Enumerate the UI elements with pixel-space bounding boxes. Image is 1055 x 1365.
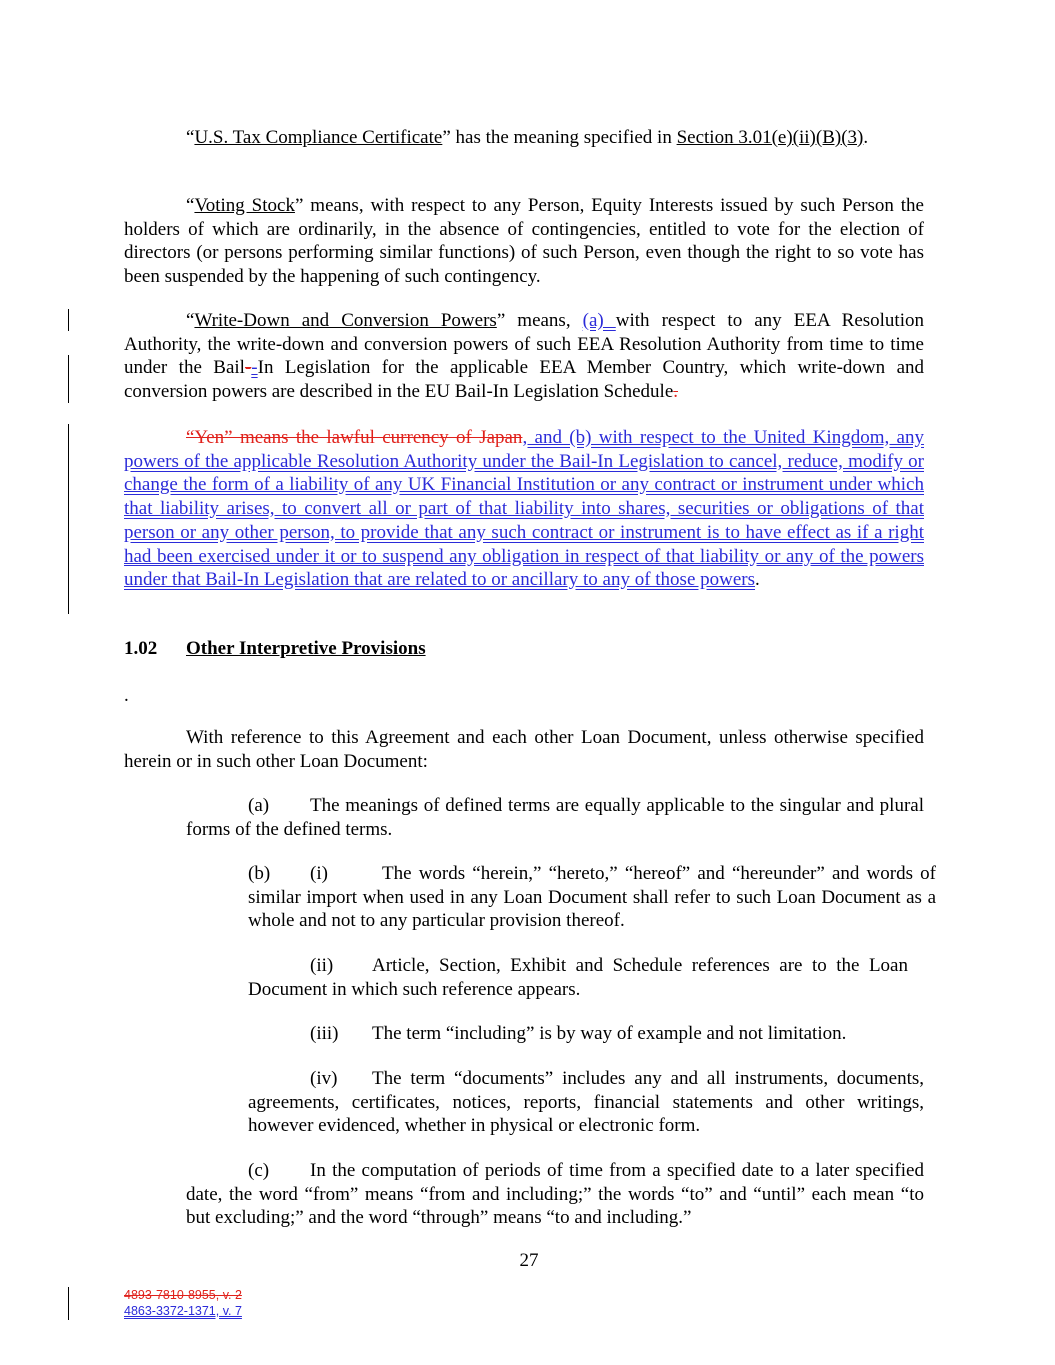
inserted-text: - [251, 357, 258, 379]
clause-b-ii: (ii) Article, Section, Exhibit and Schedule references are to the Loan Document in which such reference appears. [248, 955, 908, 1000]
definition-write-down-powers: “Write-Down and Conversion Powers” means, (a) with respect to any EEA Resolution Authority, the write-down and conversion powers of such EEA Resolution Authority from time to time under the Bail--In Legislation for the applicable EEA Member Country, which write-down and conversion powers are described in the EU Bail-In Legislation Schedule. [124, 310, 924, 403]
section-heading [124, 637, 924, 661]
clause-b-i: (b) (i) The words “herein,” “hereto,” “hereof” and “hereunder” and words of similar import when used in any Loan Document shall refer to such Loan Document as a whole and not to any particular provision thereof. [248, 863, 936, 932]
change-bar [68, 309, 69, 331]
change-bar [68, 1287, 69, 1320]
page-number: 27 [519, 1250, 539, 1271]
sub-clause-label: (i) [310, 863, 328, 884]
deleted-text: “Yen” means the lawful currency of Japan [186, 427, 523, 448]
sub-clause-label: (ii) [310, 955, 334, 976]
definition-yen-revised: “Yen” means the lawful currency of Japan, and (b) with respect to the United Kingdom, any powers of the applicable Resolution Authority under the Bail-In Legislation to cancel, reduce, modify or change the form of a liability of any UK Financial Institution or any contract or instrument under which that liability arises, to convert all or part of that liability into shares, securities or obligations of that person or any other person, to provide that any such contract or instrument is to have effect as if a right had been exercised under it or to suspend any obligation in respect of that liability or any of the powers under that Bail-In Legislation that are related to or ancillary to any of those powers. [124, 427, 924, 591]
section-reference: Section 3.01(e)(ii)(B)(3) [676, 127, 864, 148]
clause-b-iv: (iv) The term “documents” includes any and all instruments, documents, agreements, certificates, notices, reports, financial statements and other writings, however evidenced, whether in physical or electronic form. [248, 1068, 924, 1137]
defined-term: Voting Stock [194, 195, 295, 216]
deleted-text: - [244, 357, 252, 379]
new-document-id: 4863-3372-1371, v. 7 [124, 1304, 242, 1318]
clause-label: (b) [248, 863, 271, 884]
sub-clause-label: (iv) [310, 1068, 338, 1089]
clause-a: (a) The meanings of defined terms are equally applicable to the singular and plural forms of the defined terms. [186, 795, 924, 840]
inserted-text: , and (b) with respect to the United Kingdom, any powers of the applicable Resolution Authority under the Bail-In Legislation to cancel, reduce, modify or change the form of a liability of any UK Financial Institution or any contract or instrument under which that liability arises, to convert all or part of that liability into shares, securities or obligations of that person or any other person, to provide that any such contract or instrument is to have effect as if a right had been exercised under it or to suspend any obligation in respect of that liability or any of the powers under that Bail-In Legislation that are related to or ancillary to any of those powers [124, 427, 924, 591]
change-bar [68, 424, 69, 614]
definition-voting-stock: “Voting Stock” means, with respect to any Person, Equity Interests issued by such Person the holders of which are ordinarily, in the absence of contingencies, entitled to vote for the election of directors (or persons performing similar functions) of such Person, even though the right to so vote has been suspended by the happening of such contingency. [124, 195, 924, 288]
old-document-id: 4893-7810-8955, v. 2 [124, 1288, 242, 1302]
sub-clause-label: (iii) [310, 1023, 339, 1044]
definition-us-tax-compliance-certificate: “U.S. Tax Compliance Certificate” has the meaning specified in Section 3.01(e)(ii)(B)(3). [186, 127, 869, 148]
change-bar [68, 355, 69, 403]
defined-term: U.S. Tax Compliance Certificate [194, 127, 443, 148]
stray-period: . [124, 685, 129, 706]
inserted-text: (a) [582, 310, 616, 331]
clause-b-iii: (iii) The term “including” is by way of example and not limitation. [310, 1023, 847, 1044]
clause-c: (c) In the computation of periods of time from a specified date to a later specified date, the word “from” means “from and including;” the words “to” and “until” each mean “to but excluding;” and the word “through” means “to and including.” [186, 1160, 924, 1229]
clause-label: (a) [248, 795, 270, 816]
clause-label: (c) [248, 1160, 270, 1181]
section-number: 1.02 [124, 638, 158, 659]
deleted-text: . [673, 381, 678, 403]
section-title: Other Interpretive Provisions [186, 638, 426, 659]
defined-term: Write-Down and Conversion Powers [194, 310, 497, 331]
intro-paragraph: With reference to this Agreement and each other Loan Document, unless otherwise specified herein or in such other Loan Document: [124, 727, 924, 772]
